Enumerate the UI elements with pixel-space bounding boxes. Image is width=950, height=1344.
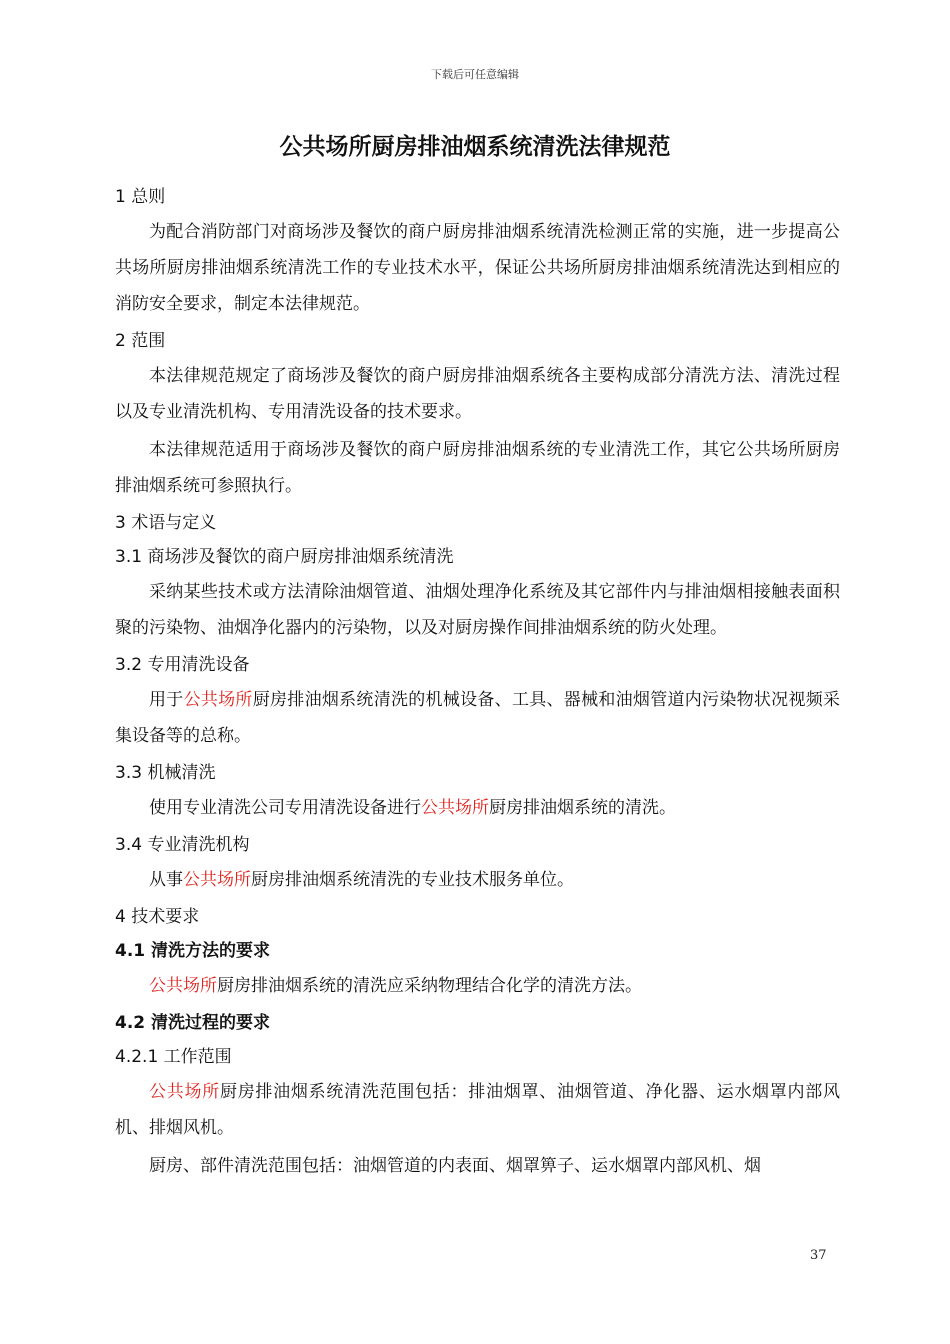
section-3-2-heading — [115, 648, 840, 682]
page-number: 37 — [810, 1248, 827, 1263]
section-2-paragraph-1: 本法律规范规定了商场涉及餐饮的商户厨房排油烟系统各主要构成部分清洗方法、清洗过程以及专业清洗机构、专用清洗设备的技术要求。 — [115, 366, 840, 422]
section-2-paragraph-2: 本法律规范适用于商场涉及餐饮的商户厨房排油烟系统的专业清洗工作，其它公共场所厨房排油烟系统可参照执行。 — [115, 440, 840, 496]
highlight-text: 公共场所 — [421, 798, 489, 818]
section-4-1-heading: 4.1 清洗方法的要求 — [115, 941, 271, 961]
text: 从事 — [149, 870, 183, 890]
section-3-4-number: 3.4 — [115, 835, 143, 855]
highlight-text: 公共场所 — [149, 1082, 220, 1102]
section-3-3-heading — [115, 756, 840, 790]
text: 厨房排油烟系统的清洗应采纳物理结合化学的清洗方法。 — [217, 976, 642, 996]
section-3-3-title: 机械清洗 — [142, 763, 216, 783]
section-3-1-title: 商场涉及餐饮的商户厨房排油烟系统清洗 — [142, 547, 454, 567]
section-3-4-paragraph — [115, 862, 840, 898]
section-3-3-number: 3.3 — [115, 763, 143, 783]
section-4-2-1-paragraph-1 — [115, 1074, 840, 1146]
section-3-1-heading — [115, 540, 840, 574]
section-1-heading: 1 总则 — [115, 187, 166, 207]
section-4-2-1-number: 4.2.1 — [115, 1047, 159, 1067]
text: 厨房排油烟系统的清洗。 — [489, 798, 676, 818]
section-4-2-1-title: 工作范围 — [158, 1047, 232, 1067]
section-3-heading: 3 术语与定义 — [115, 513, 217, 533]
text: 用于 — [149, 690, 184, 710]
document-title: 公共场所厨房排油烟系统清洗法律规范 — [279, 134, 671, 160]
document-body — [115, 180, 840, 1186]
text: 厨房排油烟系统清洗范围包括：排油烟罩、油烟管道、净化器、运水烟罩内部风机、排烟风机。 — [115, 1082, 841, 1138]
section-3-2-title: 专用清洗设备 — [142, 655, 250, 675]
section-3-1-number: 3.1 — [115, 547, 143, 567]
highlight-text: 公共场所 — [183, 690, 253, 710]
section-4-1-paragraph — [115, 968, 840, 1004]
section-3-3-paragraph — [115, 790, 840, 826]
section-4-2-heading: 4.2 清洗过程的要求 — [115, 1013, 271, 1033]
page-header: 下载后可任意编辑 — [431, 68, 519, 81]
text: 厨房排油烟系统清洗的机械设备、工具、器械和油烟管道内污染物状况视频采集设备等的总称。 — [115, 690, 841, 746]
section-4-heading: 4 技术要求 — [115, 907, 200, 927]
section-4-2-1-paragraph-2: 厨房、部件清洗范围包括：油烟管道的内表面、烟罩箅子、运水烟罩内部风机、烟 — [149, 1156, 761, 1176]
section-3-2-number: 3.2 — [115, 655, 143, 675]
text: 厨房排油烟系统清洗的专业技术服务单位。 — [251, 870, 574, 890]
section-3-1-paragraph: 采纳某些技术或方法清除油烟管道、油烟处理净化系统及其它部件内与排油烟相接触表面积聚的污染物、油烟净化器内的污染物，以及对厨房操作间排油烟系统的防火处理。 — [115, 582, 840, 638]
section-4-2-1-heading — [115, 1040, 840, 1074]
section-2-heading: 2 范围 — [115, 331, 166, 351]
section-3-4-heading — [115, 828, 840, 862]
section-3-4-title: 专业清洗机构 — [142, 835, 250, 855]
section-3-2-paragraph — [115, 682, 840, 754]
highlight-text: 公共场所 — [149, 976, 217, 996]
text: 使用专业清洗公司专用清洗设备进行 — [149, 798, 421, 818]
section-1-paragraph: 为配合消防部门对商场涉及餐饮的商户厨房排油烟系统清洗检测正常的实施，进一步提高公共场所厨房排油烟系统清洗工作的专业技术水平，保证公共场所厨房排油烟系统清洗达到相应的消防安全要求，制定本法律规范。 — [115, 222, 840, 314]
highlight-text: 公共场所 — [183, 870, 251, 890]
